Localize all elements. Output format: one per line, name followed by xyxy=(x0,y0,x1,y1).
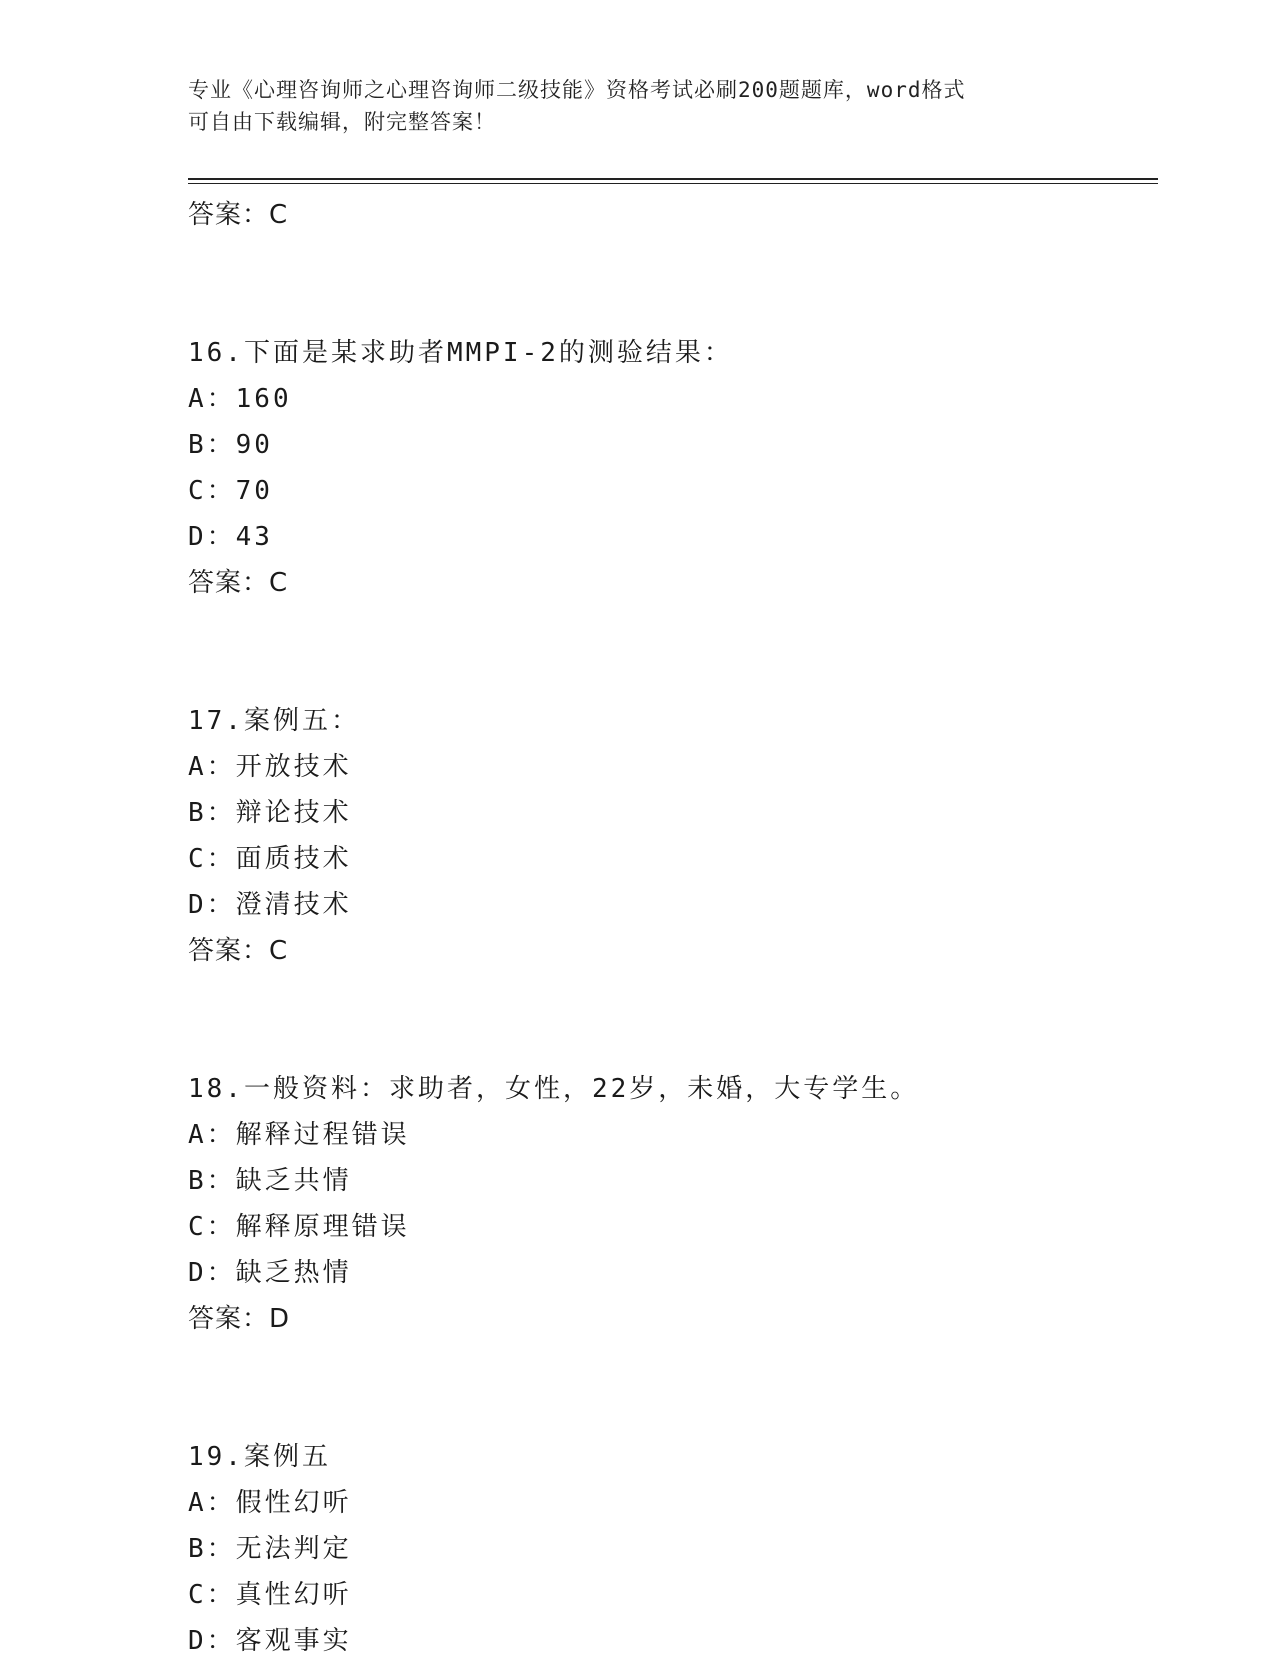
option-c: C：解释原理错误 xyxy=(188,1212,410,1242)
option-b: B：90 xyxy=(188,430,273,460)
option-d: D：缺乏热情 xyxy=(188,1258,352,1288)
option-b: B：辩论技术 xyxy=(188,798,352,828)
header-divider-thin xyxy=(188,183,1158,184)
document-header xyxy=(188,74,1088,138)
header-line-1: 专业《心理咨询师之心理咨询师二级技能》资格考试必刷200题题库，word格式 xyxy=(188,78,966,102)
option-a: A：160 xyxy=(188,384,292,414)
option-b: B：缺乏共情 xyxy=(188,1166,352,1196)
spacer xyxy=(188,238,1158,330)
option-d: D：澄清技术 xyxy=(188,890,352,920)
option-d: D：客观事实 xyxy=(188,1626,352,1656)
spacer xyxy=(188,606,1158,698)
option-a: A：开放技术 xyxy=(188,752,352,782)
question-list xyxy=(188,192,1158,1664)
option-c: C：70 xyxy=(188,476,273,506)
answer-line: 答案：C xyxy=(188,936,289,966)
spacer xyxy=(188,1342,1158,1434)
question-stem: 18.一般资料：求助者，女性，22岁，未婚，大专学生。 xyxy=(188,1074,920,1104)
option-c: C：面质技术 xyxy=(188,844,352,874)
question-stem: 19.案例五 xyxy=(188,1442,331,1472)
answer-line: 答案：D xyxy=(188,1304,291,1334)
option-c: C：真性幻听 xyxy=(188,1580,352,1610)
spacer xyxy=(188,974,1158,1066)
header-divider-thick xyxy=(188,178,1158,180)
header-line-2: 可自由下载编辑，附完整答案！ xyxy=(188,110,496,134)
answer-line: 答案：C xyxy=(188,200,289,230)
answer-line: 答案：C xyxy=(188,568,289,598)
option-d: D：43 xyxy=(188,522,273,552)
option-a: A：假性幻听 xyxy=(188,1488,352,1518)
question-stem: 16.下面是某求助者MMPI-2的测验结果： xyxy=(188,338,733,368)
question-stem: 17.案例五： xyxy=(188,706,360,736)
option-b: B：无法判定 xyxy=(188,1534,352,1564)
option-a: A：解释过程错误 xyxy=(188,1120,410,1150)
